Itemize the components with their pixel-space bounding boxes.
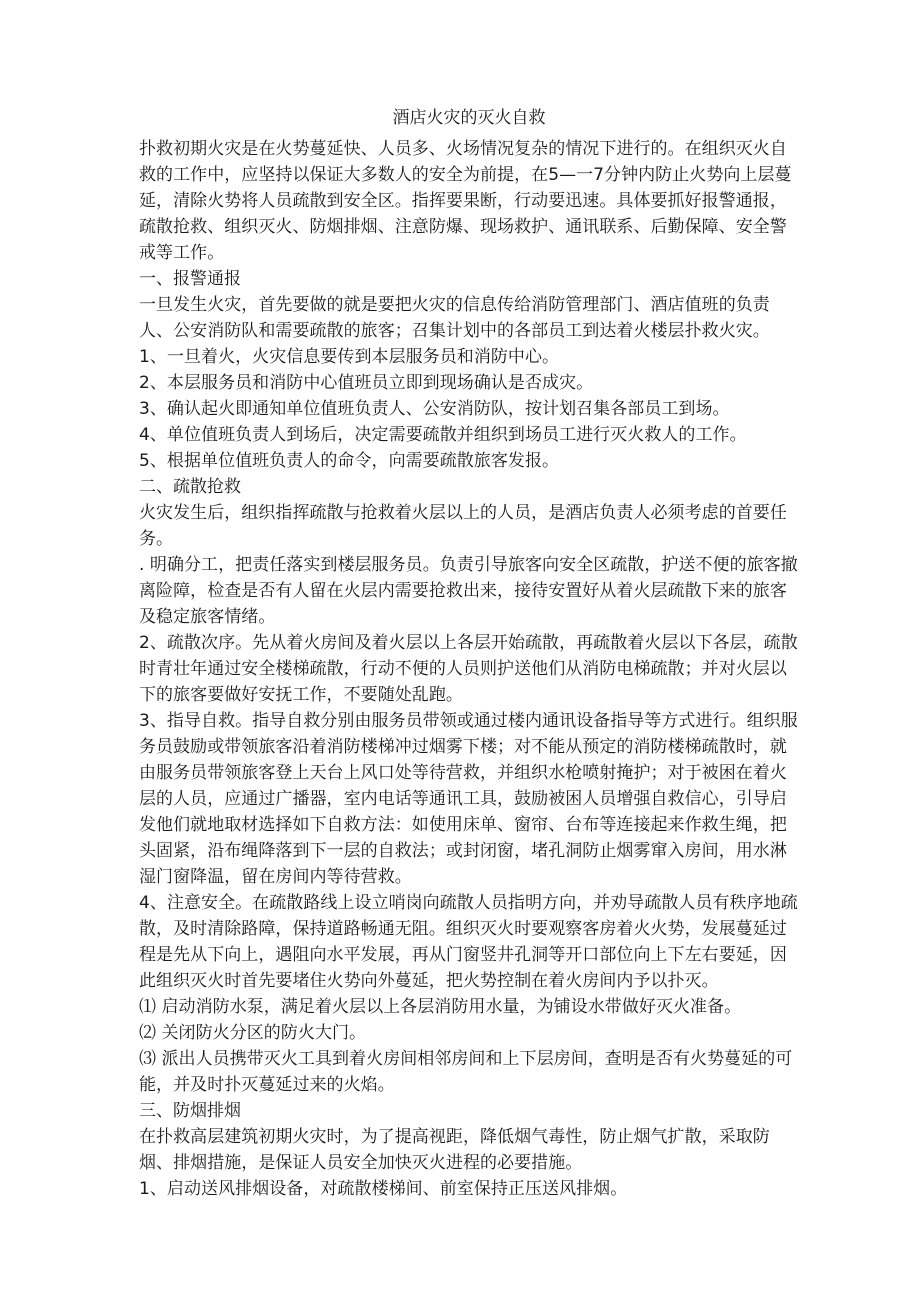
section-heading: 三、防烟排烟: [139, 1101, 241, 1121]
list-item: 1、启动送风排烟设备，对疏散楼梯间、前室保持正压送风排烟。: [139, 1179, 628, 1199]
sub-list-item: ⑵ 关闭防火分区的防火大门。: [139, 1023, 367, 1043]
paragraph: 在扑救高层建筑初期火灾时，为了提高视距，降低烟气毒性，防止烟气扩散，采取防烟、排烟措施，是保证人员安全加快灭火进程的必要措施。: [139, 1127, 770, 1173]
paragraph: 扑救初期火灾是在火势蔓延快、人员多、火场情况复杂的情况下进行的。在组织灭火自救的工作中，应坚持以保证大多数人的安全为前提，在5—一7分钟内防止火势向上层蔓延，清除火势将人员疏散到安全区。指挥要果断，行动要迅速。具体要抓好报警通报，疏散抢救、组织灭火、防烟排烟、注意防爆、现场救护、通讯联系、后勤保障、安全警戒等工作。: [139, 139, 792, 263]
sub-list-item: ⑶ 派出人员携带灭火工具到着火房间相邻房间和上下层房间，查明是否有火势蔓延的可能，并及时扑灭蔓延过来的火焰。: [139, 1049, 793, 1095]
document-body: [139, 136, 799, 1202]
list-item: 2、本层服务员和消防中心值班员立即到现场确认是否成灾。: [139, 373, 594, 393]
list-item: 3、指导自救。指导自救分别由服务员带领或通过楼内通讯设备指导等方式进行。组织服务员鼓励或带领旅客沿着消防楼梯冲过烟雾下楼；对不能从预定的消防楼梯疏散时，就由服务员带领旅客登上天台上风口处等待营救，并组织水枪喷射掩护；对于被困在着火层的人员，应通过广播器，室内电话等通讯工具，鼓励被困人员增强自救信心，引导启发他们就地取材选择如下自救方法：如使用床单、窗帘、台布等连接起来作救生绳，把头固紧，沿布绳降落到下一层的自救法；或封闭窗，堵孔洞防止烟雾窜入房间，用水淋湿门窗降温，留在房间内等待营救。: [139, 711, 798, 887]
paragraph: 一旦发生火灾，首先要做的就是要把火灾的信息传给消防管理部门、酒店值班的负责人、公安消防队和需要疏散的旅客；召集计划中的各部员工到达着火楼层扑救火灾。: [139, 295, 770, 341]
document-page: [139, 108, 799, 1202]
list-item: . 明确分工，把责任落实到楼层服务员。负责引导旅客向安全区疏散，护送不便的旅客撤离险障，检查是否有人留在火层内需要抢救出来，接待安置好从着火层疏散下来的旅客及稳定旅客情绪。: [139, 555, 798, 627]
section-heading: 一、报警通报: [139, 269, 241, 289]
list-item: 5、根据单位值班负责人的命令，向需要疏散旅客发报。: [139, 451, 560, 471]
list-item: 4、注意安全。在疏散路线上设立哨岗向疏散人员指明方向，并劝导疏散人员有秩序地疏散，及时清除路障，保持道路畅通无阻。组织灭火时要观察客房着火火势，发展蔓延过程是先从下向上，遇阻向水平发展，再从门窗竖井孔洞等开口部位向上下左右要延，因此组织灭火时首先要堵住火势向外蔓延，把火势控制在着火房间内予以扑灭。: [139, 893, 798, 991]
list-item: 3、确认起火即通知单位值班负责人、公安消防队，按计划召集各部员工到场。: [139, 399, 730, 419]
list-item: 1、一旦着火，火灾信息要传到本层服务员和消防中心。: [139, 347, 560, 367]
list-item: 4、单位值班负责人到场后，决定需要疏散并组织到场员工进行灭火救人的工作。: [139, 425, 747, 445]
sub-list-item: ⑴ 启动消防水泵，满足着火层以上各层消防用水量，为铺设水带做好灭火准备。: [139, 997, 742, 1017]
list-item: 2、疏散次序。先从着火房间及着火层以上各层开始疏散，再疏散着火层以下各层，疏散时青壮年通过安全楼梯疏散，行动不便的人员则护送他们从消防电梯疏散；并对火层以下的旅客要做好安抚工作，不要随处乱跑。: [139, 633, 798, 705]
section-heading: 二、疏散抢救: [139, 477, 241, 497]
paragraph: 火灾发生后，组织指挥疏散与抢救着火层以上的人员，是酒店负责人必须考虑的首要任务。: [139, 503, 787, 549]
document-title: 酒店火灾的灭火自救: [392, 108, 546, 128]
